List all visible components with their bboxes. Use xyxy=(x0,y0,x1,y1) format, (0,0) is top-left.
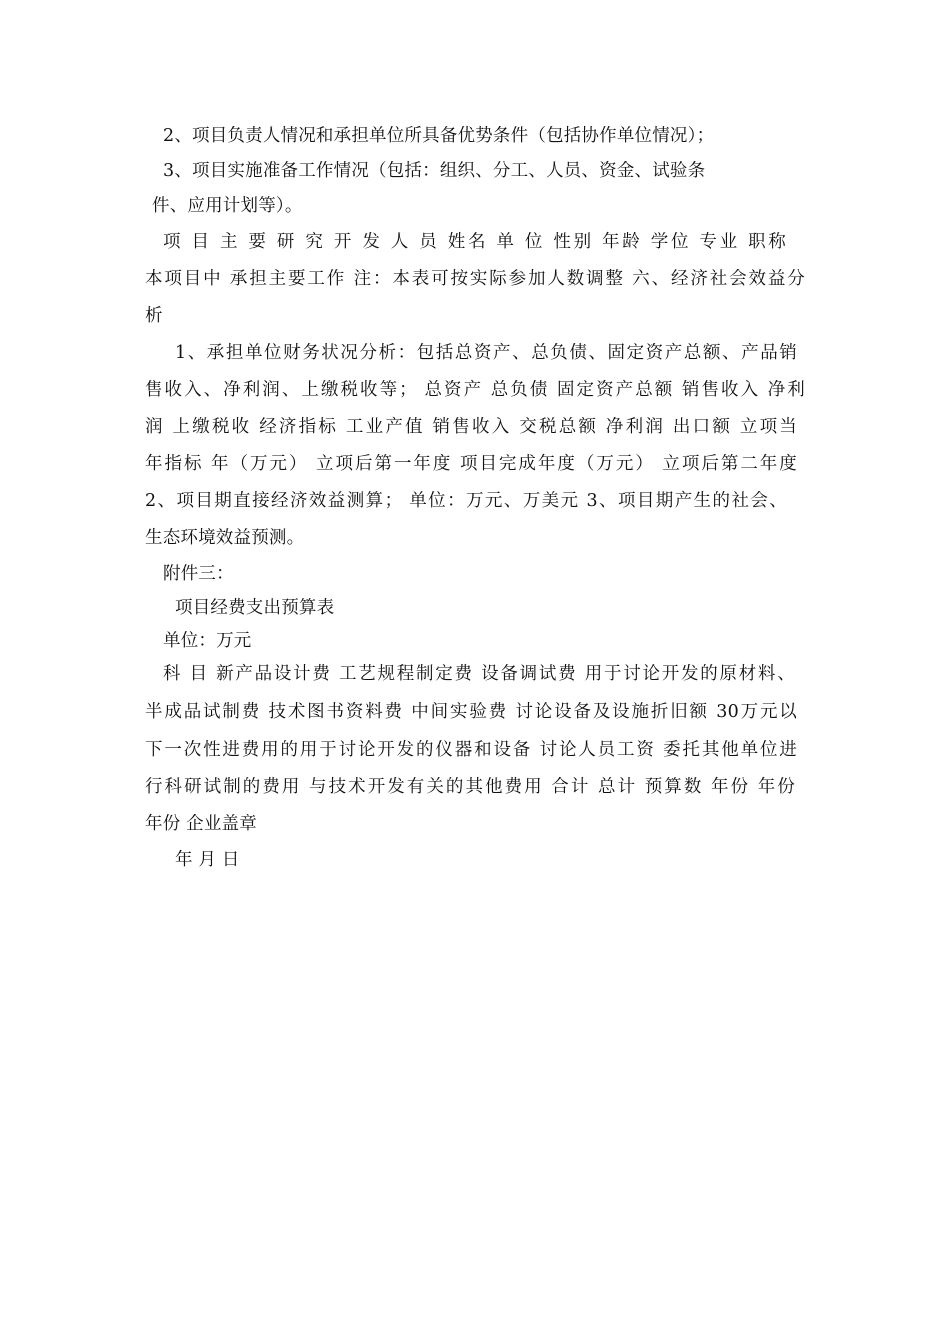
text-line-12: 生态环境效益预测。 xyxy=(145,528,305,548)
text-line-21: 年 月 日 xyxy=(175,850,240,870)
text-line-19: 行科研试制的费用 与技术开发有关的其他费用 合计 总计 预算数 年份 年份 xyxy=(145,777,795,797)
text-line-6: 析 xyxy=(145,306,163,326)
text-line-10: 年指标 年（万元） 立项后第一年度 项目完成年度（万元） 立项后第二年度 xyxy=(145,454,797,474)
text-line-15: 单位：万元 xyxy=(163,631,252,651)
text-line-20: 年份 企业盖章 xyxy=(145,814,257,834)
text-line-17: 半成品试制费 技术图书资料费 中间实验费 讨论设备及设施折旧额 30万元以 xyxy=(145,702,797,722)
text-line-1: 2、项目负责人情况和承担单位所具备优势条件（包括协作单位情况）； xyxy=(163,126,715,146)
text-line-2: 3、项目实施准备工作情况（包括：组织、分工、人员、资金、试验条 xyxy=(163,161,706,181)
text-line-11: 2、项目期直接经济效益测算； 单位：万元、万美元 3、项目期产生的社会、 xyxy=(145,491,787,511)
text-line-7: 1、承担单位财务状况分析：包括总资产、总负债、固定资产总额、产品销 xyxy=(175,343,797,363)
text-line-14: 项目经费支出预算表 xyxy=(175,598,335,618)
text-line-13: 附件三： xyxy=(163,564,234,584)
text-line-18: 下一次性进费用的用于讨论开发的仪器和设备 讨论人员工资 委托其他单位进 xyxy=(145,740,797,760)
text-line-8: 售收入、净利润、上缴税收等； 总资产 总负债 固定资产总额 销售收入 净利 xyxy=(145,380,805,400)
text-line-5: 本项目中 承担主要工作 注：本表可按实际参加人数调整 六、经济社会效益分 xyxy=(145,269,805,289)
text-line-9: 润 上缴税收 经济指标 工业产值 销售收入 交税总额 净利润 出口额 立项当 xyxy=(145,417,797,437)
text-line-4: 项 目 主 要 研 究 开 发 人 员 姓名 单 位 性别 年龄 学位 专业 职称 xyxy=(163,232,786,252)
text-line-16: 科 目 新产品设计费 工艺规程制定费 设备调试费 用于讨论开发的原材料、 xyxy=(163,664,795,684)
text-line-3: 件、应用计划等）。 xyxy=(152,196,303,216)
